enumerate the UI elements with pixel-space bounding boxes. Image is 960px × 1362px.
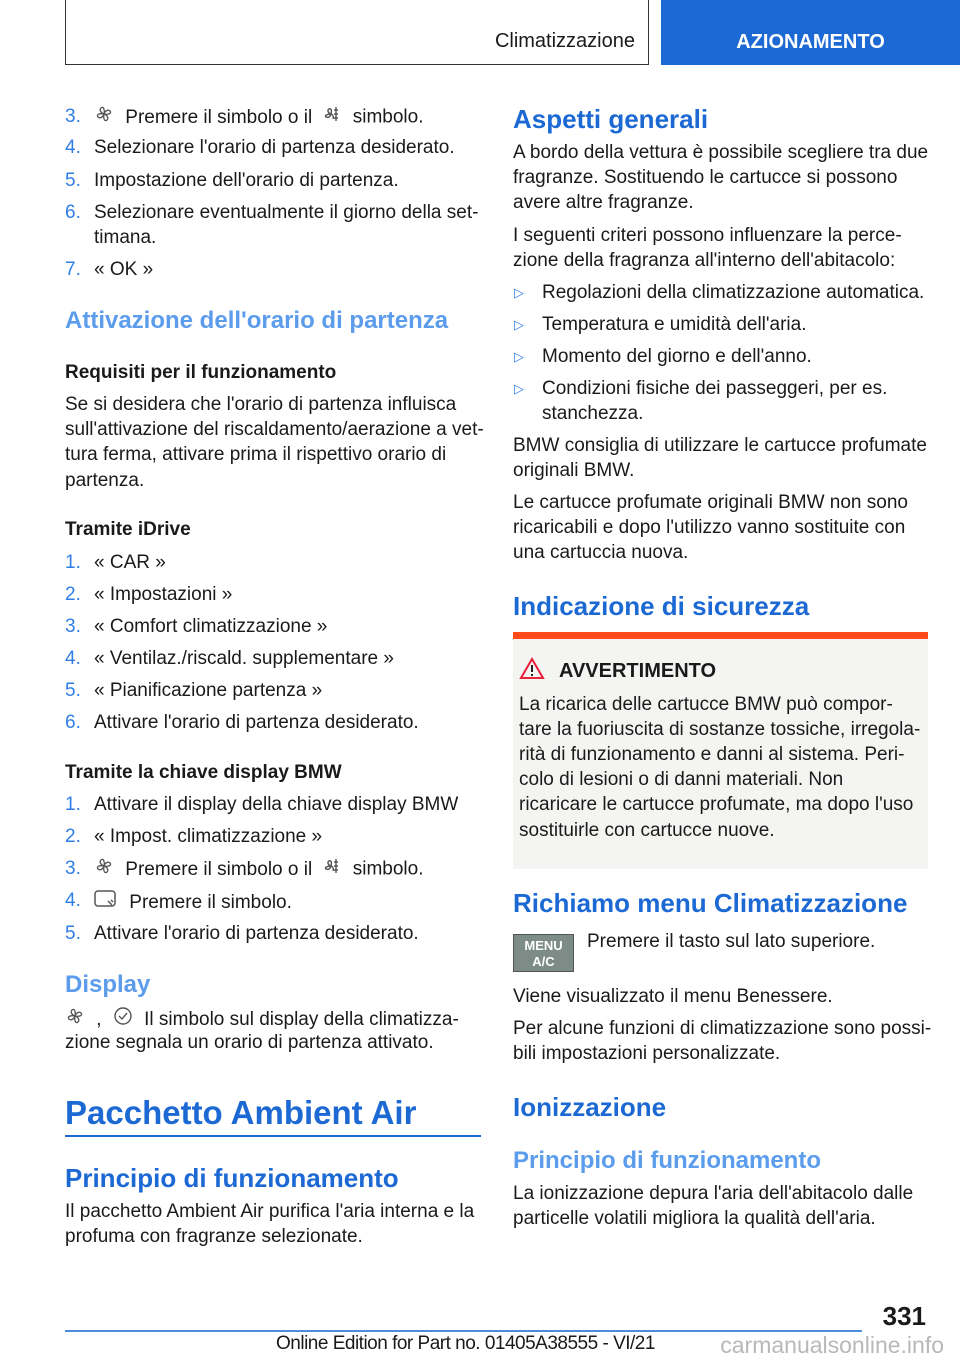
clock-icon — [113, 1006, 133, 1033]
step-text-post: simbolo. — [352, 858, 424, 880]
step-number: 6. — [65, 712, 81, 733]
separator: , — [96, 1008, 102, 1030]
ambient-heading: Pacchetto Ambient Air — [65, 1094, 417, 1131]
paragraph-line: zione segnala un orario di partenza attivato. — [65, 1032, 434, 1053]
step-text: « OK » — [94, 259, 154, 280]
step-number: 1. — [65, 794, 81, 815]
step-text: « Impostazioni » — [94, 584, 233, 605]
fan-icon — [94, 857, 114, 882]
step-text: Attivare l'orario di partenza desiderato. — [94, 923, 419, 944]
paragraph-line: originali BMW. — [513, 460, 635, 481]
bullet-text: Condizioni fisiche dei passeggeri, per es. — [542, 378, 888, 399]
step-text: Attivare l'orario di partenza desiderato. — [94, 712, 419, 733]
warning-line: sostituirle con cartucce nuove. — [519, 820, 775, 841]
safety-heading: Indicazione di sicurezza — [513, 591, 810, 621]
paragraph-line: particelle volatili migliora la qualità dell'aria. — [513, 1208, 876, 1229]
step-number: 4. — [65, 137, 81, 158]
paragraph-line: Il pacchetto Ambient Air purifica l'aria interna e la — [65, 1201, 475, 1222]
display-line — [65, 1006, 459, 1033]
page-number: 331 — [882, 1301, 926, 1331]
bullet-triangle-icon: ▷ — [514, 349, 524, 364]
step-text: Selezionare l'orario di partenza desiderato. — [94, 137, 455, 158]
step-text-label: Premere il simbolo. — [129, 891, 292, 913]
paragraph-line: I seguenti criteri possono influenzare la perce- — [513, 225, 902, 246]
menu-heading: Richiamo menu Climatizzazione — [513, 888, 908, 918]
menu-ac-label-2: A/C — [532, 954, 555, 969]
key-display-icon — [94, 889, 118, 916]
bullet-text: stanchezza. — [542, 403, 644, 424]
step-number: 5. — [65, 923, 81, 944]
warning-line: rità di funzionamento e danni al sistema. Peri- — [519, 744, 905, 765]
footer-edition: Online Edition for Part no. 01405A38555 - VI/21 — [276, 1333, 655, 1354]
step-number: 6. — [65, 202, 81, 223]
step-text — [94, 857, 424, 882]
step-text: « Pianificazione partenza » — [94, 680, 323, 701]
step-text: « Impost. climatizzazione » — [94, 826, 323, 847]
paragraph-line: profuma con fragranze selezionate. — [65, 1226, 363, 1247]
fan-icon — [94, 105, 114, 130]
paragraph-line: Le cartucce profumate originali BMW non sono — [513, 492, 908, 513]
warning-line: colo di lesioni o di danni materiali. Non — [519, 769, 844, 790]
paragraph-line: ricaricabili e dopo l'utilizzo vanno sostituite con — [513, 517, 906, 538]
step-number: 4. — [65, 890, 81, 911]
paragraph-line: sull'attivazione del riscaldamento/aerazione a vet- — [65, 419, 484, 440]
step-number: 3. — [65, 106, 81, 127]
step-text — [94, 889, 292, 916]
key-title: Tramite la chiave display BMW — [65, 762, 342, 783]
bullet-text: Temperatura e umidità dell'aria. — [542, 314, 807, 335]
paragraph-line: fragranze. Sostituendo le cartucce si possono — [513, 167, 898, 188]
step-number: 7. — [65, 259, 81, 280]
step-text: Attivare il display della chiave display BMW — [94, 794, 459, 815]
warning-triangle-icon — [519, 657, 545, 686]
idrive-title: Tramite iDrive — [65, 519, 191, 540]
menu-ac-button[interactable] — [513, 934, 574, 972]
step-number: 3. — [65, 616, 81, 637]
step-number: 4. — [65, 648, 81, 669]
warning-line: tare la fuoriuscita di sostanze tossiche, irregola- — [519, 719, 921, 740]
paragraph-line: BMW consiglia di utilizzare le cartucce profumate — [513, 435, 927, 456]
step-text-post: simbolo. — [352, 106, 424, 128]
bullet-triangle-icon: ▷ — [514, 381, 524, 396]
display-heading: Display — [65, 971, 151, 998]
paragraph-line: La ionizzazione depura l'aria dell'abitacolo dalle — [513, 1183, 914, 1204]
step-text-pre: Premere il simbolo o il — [125, 106, 313, 128]
step-number: 3. — [65, 858, 81, 879]
activation-heading: Attivazione dell'orario di partenza — [65, 307, 449, 334]
step-number: 2. — [65, 584, 81, 605]
step-number: 5. — [65, 680, 81, 701]
display-text: Il simbolo sul display della climatizza- — [144, 1008, 459, 1030]
warning-line: La ricarica delle cartucce BMW può compor- — [519, 694, 893, 715]
watermark: carmanualsonline.info — [720, 1332, 944, 1358]
step-number: 2. — [65, 826, 81, 847]
principle-heading: Principio di funzionamento — [65, 1163, 399, 1193]
paragraph-line: tura ferma, attivare prima il rispettivo orario di — [65, 444, 447, 465]
header-section-title: Climatizzazione — [494, 30, 635, 52]
step-number: 5. — [65, 170, 81, 191]
fan-auto-icon — [323, 857, 341, 882]
bullet-text: Regolazioni della climatizzazione automatica. — [542, 282, 925, 303]
bullet-text: Momento del giorno e dell'anno. — [542, 346, 812, 367]
requirements-title: Requisiti per il funzionamento — [65, 362, 337, 383]
paragraph-line: avere altre fragranze. — [513, 192, 694, 213]
paragraph-line: Se si desidera che l'orario di partenza influisca — [65, 394, 457, 415]
fan-auto-icon — [323, 105, 341, 130]
bullet-triangle-icon: ▷ — [514, 317, 524, 332]
paragraph-line: Viene visualizzato il menu Benessere. — [513, 986, 833, 1007]
fan-icon — [65, 1007, 85, 1032]
paragraph-line: partenza. — [65, 470, 145, 491]
warning-line: ricaricare le cartucce profumate, ma dopo l'uso — [519, 794, 914, 815]
step-text — [94, 105, 424, 130]
step-text: « Comfort climatizzazione » — [94, 616, 328, 637]
paragraph-line: A bordo della vettura è possibile scegliere tra due — [513, 142, 929, 163]
paragraph-line: Per alcune funzioni di climatizzazione sono possi- — [513, 1018, 932, 1039]
step-text: Impostazione dell'orario di partenza. — [94, 170, 399, 191]
step-number: 1. — [65, 552, 81, 573]
warning-title: AVVERTIMENTO — [559, 660, 717, 682]
paragraph-line: zione della fragranza all'interno dell'abitacolo: — [513, 250, 896, 271]
step-text: timana. — [94, 227, 157, 248]
bullet-triangle-icon: ▷ — [514, 285, 524, 300]
menu-text: Premere il tasto sul lato superiore. — [587, 931, 876, 952]
ion-heading: Ionizzazione — [513, 1092, 667, 1122]
step-text: « Ventilaz./riscald. supplementare » — [94, 648, 394, 669]
step-text: « CAR » — [94, 552, 166, 573]
general-heading: Aspetti generali — [513, 104, 709, 134]
menu-ac-label-1: MENU — [524, 938, 563, 953]
heading-underline — [65, 1135, 481, 1137]
paragraph-line: bili impostazioni personalizzate. — [513, 1043, 781, 1064]
header-tab-label: AZIONAMENTO — [736, 31, 885, 53]
step-text: Selezionare eventualmente il giorno della set- — [94, 202, 479, 223]
paragraph-line: una cartuccia nuova. — [513, 542, 689, 563]
step-text-pre: Premere il simbolo o il — [125, 858, 313, 880]
ion-subheading: Principio di funzionamento — [513, 1147, 821, 1174]
